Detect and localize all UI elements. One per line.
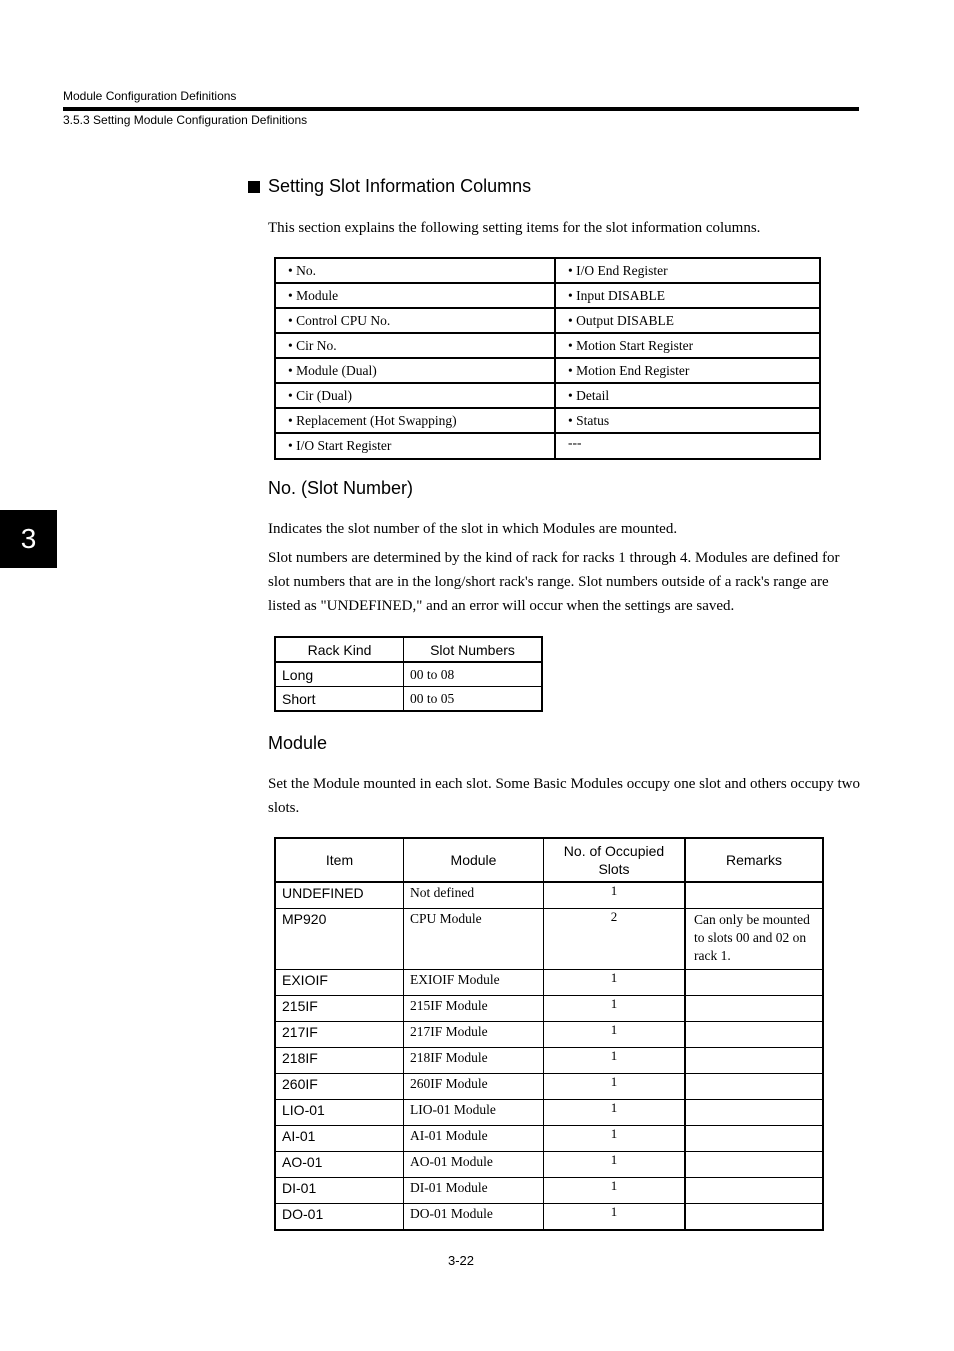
module-name-cell: CPU Module	[404, 909, 544, 970]
remarks-cell	[685, 1152, 823, 1178]
module-item-cell: 217IF	[275, 1022, 404, 1048]
remarks-cell	[685, 1048, 823, 1074]
items-table-row	[275, 333, 820, 358]
module-item-cell: 215IF	[275, 996, 404, 1022]
module-name-cell: EXIOIF Module	[404, 970, 544, 996]
items-table-cell-right: • Motion Start Register	[555, 333, 820, 358]
module-table-row	[275, 1074, 823, 1100]
module-name-cell: 260IF Module	[404, 1074, 544, 1100]
slot-info-heading-text: Setting Slot Information Columns	[268, 176, 532, 196]
occupied-slots-cell: 1	[544, 996, 686, 1022]
page-number: 3-22	[448, 1253, 475, 1268]
running-header-subsection: 3.5.3 Setting Module Configuration Definitions	[63, 113, 308, 127]
items-table-row	[275, 408, 820, 433]
module-table-row	[275, 1126, 823, 1152]
items-table-cell-left: • Cir No.	[275, 333, 555, 358]
rack-table-row	[275, 662, 542, 687]
module-name-cell: LIO-01 Module	[404, 1100, 544, 1126]
module-item-cell: MP920	[275, 909, 404, 970]
slot-number-para-2: Slot numbers are determined by the kind of rack for racks 1 through 4. Modules are defined for slot numbers that are in the long/short rack's range. Slot numbers outside of a rack's range are listed as "UNDEFINED," and an error will occur when the settings are saved.	[268, 550, 840, 614]
module-table-row	[275, 909, 823, 970]
remarks-cell	[685, 1126, 823, 1152]
items-table-cell-left: • Replacement (Hot Swapping)	[275, 408, 555, 433]
occupied-slots-cell: 1	[544, 1178, 686, 1204]
module-item-cell: LIO-01	[275, 1100, 404, 1126]
rack-table-row	[275, 687, 542, 712]
slot-number-para-1: Indicates the slot number of the slot in which Modules are mounted.	[268, 521, 678, 537]
module-name-cell: AI-01 Module	[404, 1126, 544, 1152]
module-table-row	[275, 1152, 823, 1178]
items-table-cell-left: • I/O Start Register	[275, 433, 555, 459]
remarks-column-header: Remarks	[685, 838, 823, 882]
module-name-cell: DO-01 Module	[404, 1204, 544, 1231]
occupied-slots-cell: 1	[544, 1100, 686, 1126]
items-table-cell-right: • I/O End Register	[555, 258, 820, 283]
remarks-cell: Can only be mounted to slots 00 and 02 on rack 1.	[685, 909, 823, 970]
rack-kind-cell: Long	[275, 662, 404, 687]
items-table-cell-right: • Input DISABLE	[555, 283, 820, 308]
module-item-cell: EXIOIF	[275, 970, 404, 996]
occupied-slots-cell: 1	[544, 1022, 686, 1048]
items-table-cell-right: • Status	[555, 408, 820, 433]
items-table-cell-right: ---	[555, 433, 820, 459]
slot-info-items-table	[274, 257, 821, 460]
items-table-row	[275, 358, 820, 383]
module-name-cell: DI-01 Module	[404, 1178, 544, 1204]
module-item-cell: AI-01	[275, 1126, 404, 1152]
module-para: Set the Module mounted in each slot. Some Basic Modules occupy one slot and others occupy two slots.	[268, 776, 860, 816]
items-table-cell-right: • Output DISABLE	[555, 308, 820, 333]
occupied-slots-cell: 2	[544, 909, 686, 970]
remarks-cell	[685, 996, 823, 1022]
remarks-cell	[685, 970, 823, 996]
items-table-row	[275, 433, 820, 459]
header-rule	[63, 107, 859, 111]
module-item-cell: DI-01	[275, 1178, 404, 1204]
slot-number-heading: No. (Slot Number)	[268, 478, 414, 498]
module-table	[274, 837, 824, 1231]
module-name-cell: AO-01 Module	[404, 1152, 544, 1178]
remarks-cell	[685, 1178, 823, 1204]
remarks-cell	[685, 1022, 823, 1048]
module-column-header: Module	[404, 838, 544, 882]
items-table-row	[275, 308, 820, 333]
module-name-cell: 215IF Module	[404, 996, 544, 1022]
module-item-cell: DO-01	[275, 1204, 404, 1231]
slot-numbers-cell: 00 to 05	[404, 687, 543, 712]
running-header-title: Module Configuration Definitions	[63, 89, 237, 103]
items-table-cell-right: • Detail	[555, 383, 820, 408]
occupied-slots-cell: 1	[544, 1048, 686, 1074]
module-table-row	[275, 970, 823, 996]
module-name-cell: Not defined	[404, 882, 544, 909]
module-table-row	[275, 1048, 823, 1074]
module-table-row	[275, 882, 823, 909]
rack-kind-cell: Short	[275, 687, 404, 712]
items-table-row	[275, 283, 820, 308]
items-table-cell-left: • Module (Dual)	[275, 358, 555, 383]
occupied-slots-cell: 1	[544, 1152, 686, 1178]
occupied-slots-cell: 1	[544, 1074, 686, 1100]
module-table-row	[275, 1022, 823, 1048]
remarks-cell	[685, 1204, 823, 1231]
slot-info-intro: This section explains the following setting items for the slot information columns.	[268, 220, 761, 236]
items-table-cell-right: • Motion End Register	[555, 358, 820, 383]
module-heading: Module	[268, 733, 328, 753]
square-bullet-icon	[248, 181, 260, 193]
slot-info-heading	[248, 176, 531, 197]
module-item-cell: 260IF	[275, 1074, 404, 1100]
module-item-cell: AO-01	[275, 1152, 404, 1178]
items-table-row	[275, 258, 820, 283]
chapter-tab: 3	[0, 510, 57, 568]
module-table-row	[275, 1100, 823, 1126]
module-item-cell: 218IF	[275, 1048, 404, 1074]
occupied-slots-cell: 1	[544, 970, 686, 996]
rack-kind-table	[274, 636, 543, 712]
occupied-slots-column-header: No. of Occupied Slots	[544, 838, 686, 882]
module-name-cell: 217IF Module	[404, 1022, 544, 1048]
rack-kind-header: Rack Kind	[275, 637, 404, 662]
module-table-row	[275, 996, 823, 1022]
module-name-cell: 218IF Module	[404, 1048, 544, 1074]
items-table-cell-left: • No.	[275, 258, 555, 283]
item-column-header: Item	[275, 838, 404, 882]
slot-numbers-cell: 00 to 08	[404, 662, 543, 687]
remarks-cell	[685, 882, 823, 909]
module-table-row	[275, 1204, 823, 1231]
remarks-cell	[685, 1074, 823, 1100]
occupied-slots-cell: 1	[544, 1204, 686, 1231]
items-table-cell-left: • Module	[275, 283, 555, 308]
module-item-cell: UNDEFINED	[275, 882, 404, 909]
occupied-slots-cell: 1	[544, 1126, 686, 1152]
occupied-slots-cell: 1	[544, 882, 686, 909]
module-table-row	[275, 1178, 823, 1204]
items-table-row	[275, 383, 820, 408]
items-table-cell-left: • Cir (Dual)	[275, 383, 555, 408]
remarks-cell	[685, 1100, 823, 1126]
items-table-cell-left: • Control CPU No.	[275, 308, 555, 333]
slot-numbers-header: Slot Numbers	[404, 637, 543, 662]
